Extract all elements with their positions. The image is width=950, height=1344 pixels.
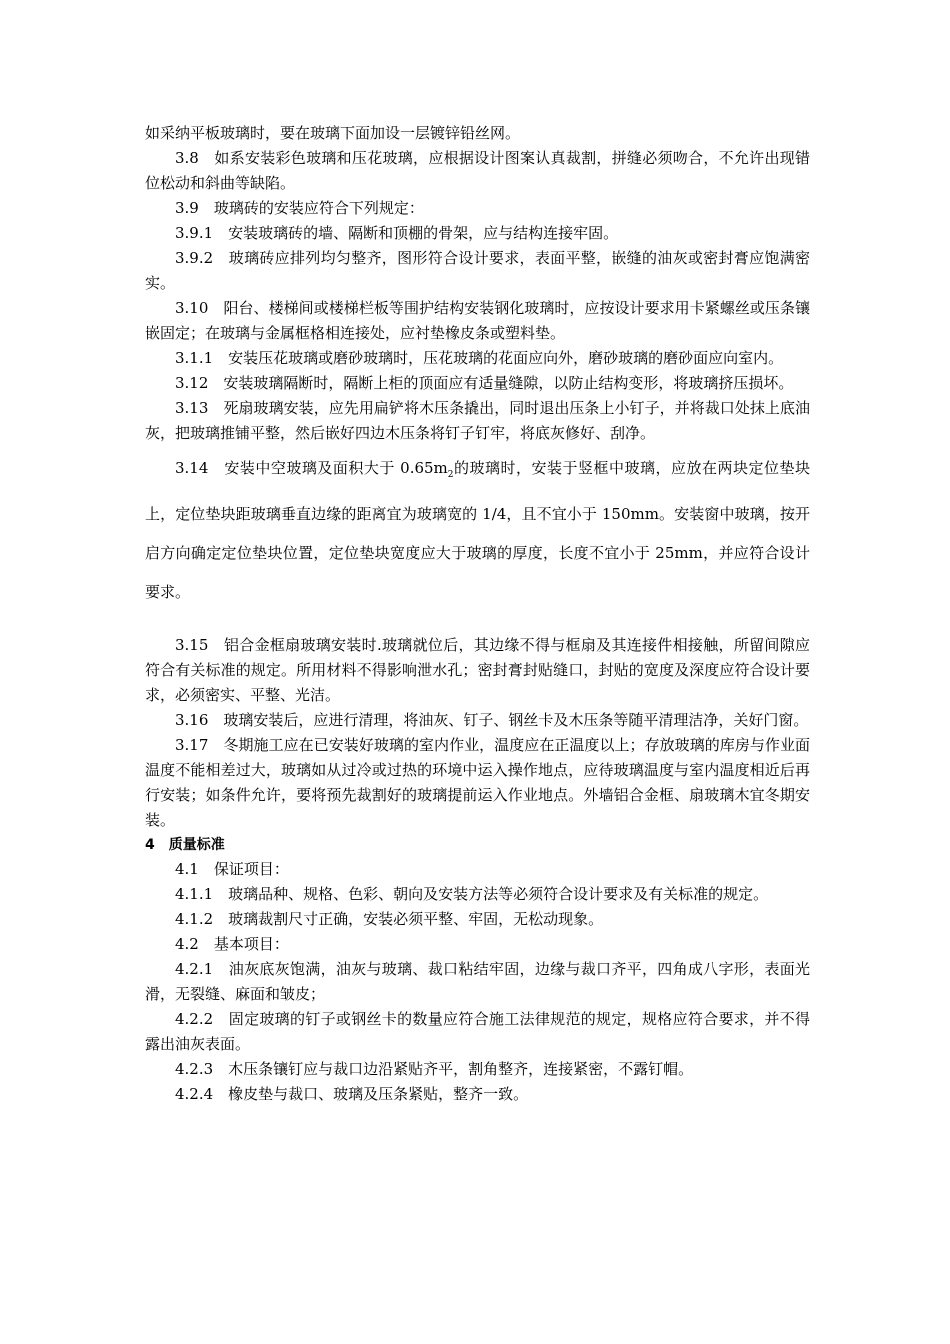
paragraph-flat-glass-wire-mesh: 如采纳平板玻璃时，要在玻璃下面加设一层镀锌铅丝网。 <box>145 124 521 142</box>
paragraph-3-9: 3.9 玻璃砖的安装应符合下列规定： <box>175 199 424 217</box>
paragraph-3-14-subscript: 2 <box>447 470 454 480</box>
paragraph-3-9-2: 3.9.2 玻璃砖应排列均匀整齐，图形符合设计要求，表面平整，嵌缝的油灰或密封膏应饱满密实。 <box>145 249 810 292</box>
paragraph-4-1: 4.1 保证项目： <box>175 860 289 878</box>
paragraph-3-14-lead: 3.14 安装中空玻璃及面积大于 0.65m <box>175 459 448 477</box>
paragraph-4-1-2: 4.1.2 玻璃裁割尺寸正确，安装必须平整、牢固，无松动现象。 <box>175 910 604 928</box>
section-heading-quality-standards: 4 质量标准 <box>145 837 225 853</box>
paragraph-3-15: 3.15 铝合金框扇玻璃安装时.玻璃就位后，其边缘不得与框扇及其连接件相接触，所留间隙应符合有关标准的规定。所用材料不得影响泄水孔；密封膏封贴缝口，封贴的宽度及深度应符合设计要求，必须密实、平整、光洁。 <box>145 636 810 704</box>
paragraph-3-1-1: 3.1.1 安装压花玻璃或磨砂玻璃时，压花玻璃的花面应向外，磨砂玻璃的磨砂面应向室内。 <box>175 349 784 367</box>
paragraph-3-14-rest: 的玻璃时，安装于竖框中玻璃，应放在两块定位垫块上，定位垫块距玻璃垂直边缘的距离宜为玻璃宽的 1/4，且不宜小于 150mm。安装窗中玻璃，按开启方向确定定位垫块位置，定位垫块宽度应大于玻璃的厚度，长度不宜小于 25mm，并应符合设计要求。 <box>145 459 810 601</box>
paragraph-3-12: 3.12 安装玻璃隔断时，隔断上柜的顶面应有适量缝隙，以防止结构变形，将玻璃挤压损坏。 <box>175 374 794 392</box>
paragraph-3-17: 3.17 冬期施工应在已安装好玻璃的室内作业，温度应在正温度以上；存放玻璃的库房与作业面温度不能相差过大，玻璃如从过冷或过热的环境中运入操作地点，应待玻璃温度与室内温度相近后再行安装；如条件允许，要将预先裁割好的玻璃提前运入作业地点。外墙铝合金框、扇玻璃木宜冬期安装。 <box>145 736 810 829</box>
paragraph-4-2-1: 4.2.1 油灰底灰饱满，油灰与玻璃、裁口粘结牢固，边缘与裁口齐平，四角成八字形，表面光滑，无裂缝、麻面和皱皮； <box>145 960 810 1003</box>
paragraph-4-1-1: 4.1.1 玻璃品种、规格、色彩、朝向及安装方法等必须符合设计要求及有关标准的规定。 <box>175 885 769 903</box>
paragraph-4-2-4: 4.2.4 橡皮垫与裁口、玻璃及压条紧贴，整齐一致。 <box>175 1085 529 1103</box>
paragraph-4-2: 4.2 基本项目： <box>175 935 289 953</box>
paragraph-3-10: 3.10 阳台、楼梯间或楼梯栏板等围护结构安装钢化玻璃时，应按设计要求用卡紧螺丝或压条镶嵌固定；在玻璃与金属框格相连接处，应衬垫橡皮条或塑料垫。 <box>145 299 810 342</box>
paragraph-3-14 <box>145 449 810 612</box>
paragraph-3-16: 3.16 玻璃安装后，应进行清理，将油灰、钉子、钢丝卡及木压条等随平清理洁净，关好门窗。 <box>175 711 809 729</box>
paragraph-4-2-3: 4.2.3 木压条镶钉应与裁口边沿紧贴齐平，割角整齐，连接紧密，不露钉帽。 <box>175 1060 694 1078</box>
paragraph-4-2-2: 4.2.2 固定玻璃的钉子或钢丝卡的数量应符合施工法律规范的规定，规格应符合要求，并不得露出油灰表面。 <box>145 1010 810 1053</box>
paragraph-3-9-1: 3.9.1 安装玻璃砖的墙、隔断和顶棚的骨架，应与结构连接牢固。 <box>175 224 619 242</box>
paragraph-3-13: 3.13 死扇玻璃安装，应先用扁铲将木压条撬出，同时退出压条上小钉子，并将裁口处抹上底油灰，把玻璃推铺平整，然后嵌好四边木压条将钉子钉牢，将底灰修好、刮净。 <box>145 399 810 442</box>
paragraph-3-8: 3.8 如系安装彩色玻璃和压花玻璃，应根据设计图案认真裁割，拼缝必须吻合，不允许出现错位松动和斜曲等缺陷。 <box>145 149 810 192</box>
document-body <box>145 121 810 1107</box>
